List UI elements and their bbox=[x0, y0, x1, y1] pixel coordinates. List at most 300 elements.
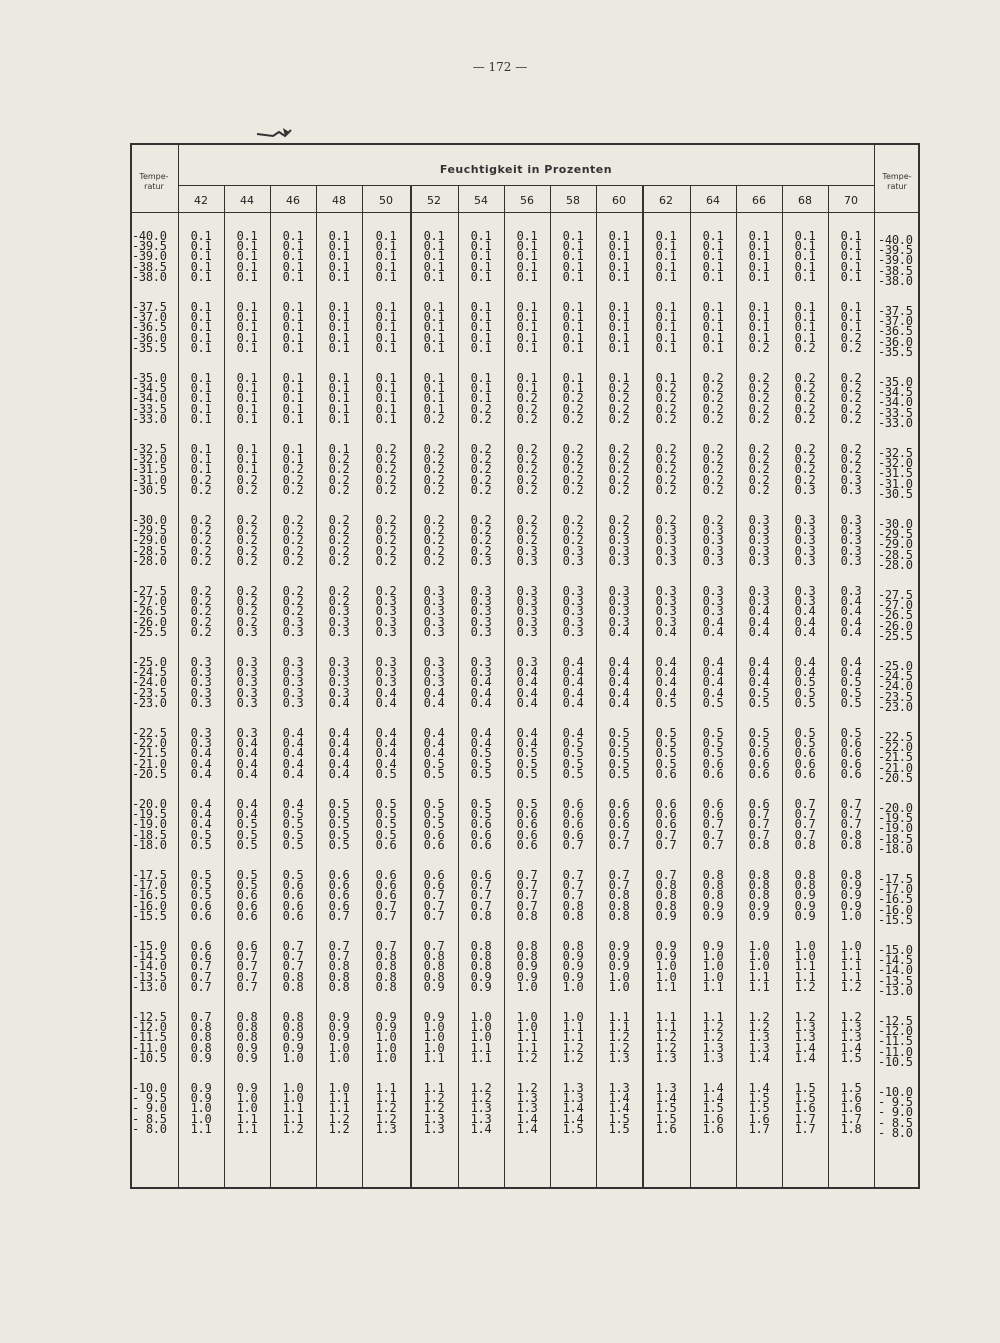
table-cell: 0.4 bbox=[840, 665, 862, 680]
table-cell: 0.3 bbox=[236, 665, 258, 680]
table-cell: 0.1 bbox=[608, 239, 630, 254]
table-cell: 0.5 bbox=[794, 736, 816, 751]
table-cell: 0.2 bbox=[190, 472, 212, 487]
temperature-label-right: -10.5 bbox=[878, 1054, 913, 1069]
table-cell: 0.2 bbox=[470, 472, 492, 487]
table-cell: 0.3 bbox=[748, 553, 770, 568]
temperature-label-left: -15.5 bbox=[132, 908, 167, 923]
table-cell: 0.2 bbox=[375, 442, 397, 456]
table-cell: 0.7 bbox=[840, 797, 862, 811]
table-cell: 1.2 bbox=[375, 1111, 397, 1126]
table-cell: 0.1 bbox=[423, 391, 445, 406]
table-cell: 0.1 bbox=[562, 259, 584, 274]
temperature-label-left: -26.0 bbox=[132, 614, 167, 629]
table-cell: 0.2 bbox=[516, 401, 538, 416]
table-cell: 0.7 bbox=[423, 939, 445, 953]
table-cell: 0.2 bbox=[423, 472, 445, 487]
table-cell: 0.1 bbox=[655, 239, 677, 254]
table-cell: 0.1 bbox=[328, 411, 350, 426]
table-cell: 0.1 bbox=[282, 442, 304, 456]
table-cell: 0.3 bbox=[748, 533, 770, 548]
table-cell: 0.3 bbox=[702, 553, 724, 568]
temperature-label-right: -11.0 bbox=[878, 1044, 913, 1059]
table-cell: 0.3 bbox=[748, 523, 770, 538]
table-cell: 0.1 bbox=[190, 300, 212, 314]
table-cell: 0.2 bbox=[794, 411, 816, 426]
table-cell: 0.5 bbox=[470, 807, 492, 822]
table-cell: 0.2 bbox=[840, 411, 862, 426]
table-cell: 0.7 bbox=[375, 908, 397, 923]
table-cell: 0.4 bbox=[608, 685, 630, 700]
table-cell: 0.2 bbox=[702, 401, 724, 416]
temperature-label-left: -39.0 bbox=[132, 249, 167, 264]
temperature-label-left: -32.5 bbox=[132, 442, 167, 456]
table-cell: 0.1 bbox=[190, 269, 212, 284]
table-cell: 0.4 bbox=[655, 624, 677, 639]
table-cell: 0.8 bbox=[282, 1020, 304, 1035]
table-cell: 0.1 bbox=[423, 310, 445, 325]
table-cell: 0.6 bbox=[794, 746, 816, 761]
temperature-label-right: -31.0 bbox=[878, 476, 913, 491]
table-cell: 1.1 bbox=[236, 1111, 258, 1126]
temperature-label-left: -19.5 bbox=[132, 807, 167, 822]
column-header: 66 bbox=[752, 194, 766, 207]
table-cell: 0.3 bbox=[375, 655, 397, 669]
temperature-label-left: -22.0 bbox=[132, 736, 167, 751]
table-cell: 0.4 bbox=[562, 665, 584, 680]
table-cell: 0.1 bbox=[470, 381, 492, 396]
table-cell: 0.9 bbox=[328, 1030, 350, 1045]
table-cell: 0.1 bbox=[190, 411, 212, 426]
table-cell: 0.2 bbox=[236, 523, 258, 538]
table-cell: 0.2 bbox=[375, 513, 397, 527]
table-cell: 0.4 bbox=[748, 614, 770, 629]
table-cell: 0.2 bbox=[655, 442, 677, 456]
table-cell: 0.1 bbox=[423, 330, 445, 345]
table-cell: 1.2 bbox=[840, 979, 862, 994]
table-cell: 1.3 bbox=[748, 1040, 770, 1055]
table-cell: 0.5 bbox=[516, 756, 538, 771]
temperature-label-right: -10.0 bbox=[878, 1085, 913, 1099]
temperature-label-right: -19.0 bbox=[878, 821, 913, 836]
table-cell: 0.2 bbox=[794, 391, 816, 406]
table-cell: 0.2 bbox=[423, 442, 445, 456]
table-cell: 0.3 bbox=[236, 675, 258, 690]
table-cell: 1.1 bbox=[282, 1111, 304, 1126]
table-cell: 0.1 bbox=[516, 249, 538, 264]
table-cell: 0.3 bbox=[516, 604, 538, 619]
table-cell: 1.1 bbox=[794, 969, 816, 984]
table-cell: 0.7 bbox=[608, 827, 630, 842]
temperature-label-left: - 9.5 bbox=[132, 1091, 167, 1106]
table-cell: 0.5 bbox=[423, 797, 445, 811]
table-cell: 0.1 bbox=[562, 371, 584, 385]
table-cell: 1.2 bbox=[423, 1101, 445, 1116]
table-cell: 0.2 bbox=[702, 472, 724, 487]
table-cell: 0.9 bbox=[328, 1020, 350, 1035]
table-cell: 0.2 bbox=[375, 472, 397, 487]
temperature-label-right: -30.0 bbox=[878, 517, 913, 531]
table-cell: 0.7 bbox=[562, 888, 584, 903]
table-cell: 0.9 bbox=[702, 939, 724, 953]
temperature-label-left: -11.5 bbox=[132, 1030, 167, 1045]
table-cell: 1.4 bbox=[562, 1111, 584, 1126]
table-cell: 0.1 bbox=[328, 330, 350, 345]
table-cell: 0.7 bbox=[702, 817, 724, 832]
table-cell: 0.9 bbox=[282, 1040, 304, 1055]
table-cell: 0.3 bbox=[794, 543, 816, 558]
temperature-header-left: Tempe- ratur bbox=[139, 172, 169, 191]
table-cell: 0.1 bbox=[562, 249, 584, 264]
table-cell: 0.4 bbox=[655, 675, 677, 690]
table-cell: 0.4 bbox=[470, 685, 492, 700]
temperature-label-left: -32.0 bbox=[132, 452, 167, 467]
table-cell: 0.2 bbox=[190, 553, 212, 568]
table-cell: 0.3 bbox=[190, 655, 212, 669]
table-cell: 0.2 bbox=[328, 553, 350, 568]
table-cell: 0.2 bbox=[328, 523, 350, 538]
table-cell: 0.8 bbox=[328, 959, 350, 974]
table-cell: 0.3 bbox=[794, 553, 816, 568]
table-cell: 0.1 bbox=[236, 249, 258, 264]
table-cell: 0.4 bbox=[190, 766, 212, 781]
table-cell: 0.6 bbox=[328, 878, 350, 893]
table-cell: 0.6 bbox=[562, 817, 584, 832]
temperature-label-left: -23.0 bbox=[132, 695, 167, 710]
temperature-label-right: -34.0 bbox=[878, 395, 913, 410]
table-cell: 0.1 bbox=[190, 442, 212, 456]
table-cell: 0.6 bbox=[562, 827, 584, 842]
table-cell: 0.3 bbox=[375, 665, 397, 680]
table-cell: 0.1 bbox=[794, 239, 816, 254]
table-cell: 0.5 bbox=[748, 736, 770, 751]
table-cell: 0.3 bbox=[655, 533, 677, 548]
temperature-label-right: -26.5 bbox=[878, 608, 913, 623]
table-cell: 0.5 bbox=[375, 827, 397, 842]
table-cell: 0.2 bbox=[282, 462, 304, 477]
table-cell: 1.4 bbox=[470, 1121, 492, 1136]
table-cell: 0.1 bbox=[516, 310, 538, 325]
column-header: 54 bbox=[474, 194, 488, 207]
table-cell: 0.4 bbox=[282, 756, 304, 771]
table-cell: 1.1 bbox=[470, 1040, 492, 1055]
table-cell: 0.5 bbox=[702, 736, 724, 751]
table-cell: 0.2 bbox=[470, 533, 492, 548]
temperature-label-right: -18.0 bbox=[878, 841, 913, 856]
table-cell: 0.2 bbox=[748, 442, 770, 456]
table-cell: 1.0 bbox=[375, 1030, 397, 1045]
table-cell: 0.3 bbox=[516, 655, 538, 669]
table-cell: 0.7 bbox=[655, 837, 677, 852]
temperature-label-left: -24.0 bbox=[132, 675, 167, 690]
temperature-label-left: -24.5 bbox=[132, 665, 167, 680]
table-cell: 1.2 bbox=[516, 1081, 538, 1095]
table-cell: 0.2 bbox=[794, 472, 816, 487]
column-header: 64 bbox=[706, 194, 720, 207]
table-cell: 0.9 bbox=[608, 949, 630, 964]
table-cell: 0.7 bbox=[516, 878, 538, 893]
table-cell: 0.3 bbox=[748, 584, 770, 598]
temperature-label-right: -23.5 bbox=[878, 689, 913, 704]
table-cell: 0.3 bbox=[423, 614, 445, 629]
table-cell: 0.4 bbox=[794, 604, 816, 619]
table-cell: 0.4 bbox=[608, 665, 630, 680]
table-cell: 0.2 bbox=[562, 472, 584, 487]
table-cell: 0.8 bbox=[328, 969, 350, 984]
table-cell: 0.7 bbox=[748, 807, 770, 822]
table-cell: 1.2 bbox=[794, 979, 816, 994]
table-cell: 0.1 bbox=[516, 229, 538, 243]
table-cell: 0.1 bbox=[655, 229, 677, 243]
table-cell: 0.2 bbox=[655, 452, 677, 467]
temperature-label-right: -29.0 bbox=[878, 537, 913, 552]
column-header: 60 bbox=[612, 194, 626, 207]
table-cell: 1.0 bbox=[423, 1040, 445, 1055]
table-cell: 0.6 bbox=[702, 797, 724, 811]
table-cell: 1.2 bbox=[748, 1020, 770, 1035]
table-cell: 0.6 bbox=[608, 797, 630, 811]
table-cell: 0.3 bbox=[840, 553, 862, 568]
table-cell: 0.3 bbox=[470, 624, 492, 639]
table-cell: 1.3 bbox=[655, 1050, 677, 1065]
table-cell: 0.5 bbox=[423, 766, 445, 781]
table-cell: 0.3 bbox=[190, 665, 212, 680]
table-cell: 0.1 bbox=[423, 300, 445, 314]
table-cell: 0.3 bbox=[190, 726, 212, 740]
table-cell: 0.2 bbox=[190, 533, 212, 548]
table-cell: 0.4 bbox=[423, 736, 445, 751]
table-cell: 0.8 bbox=[423, 959, 445, 974]
table-cell: 0.5 bbox=[748, 695, 770, 710]
table-cell: 1.3 bbox=[840, 1030, 862, 1045]
table-cell: 0.1 bbox=[190, 259, 212, 274]
table-cell: 1.6 bbox=[794, 1101, 816, 1116]
table-cell: 0.1 bbox=[190, 239, 212, 254]
table-cell: 0.6 bbox=[562, 797, 584, 811]
table-cell: 0.7 bbox=[282, 939, 304, 953]
table-cell: 1.0 bbox=[375, 1040, 397, 1055]
table-cell: 0.1 bbox=[748, 300, 770, 314]
table-cell: 0.4 bbox=[655, 665, 677, 680]
table-cell: 0.7 bbox=[282, 959, 304, 974]
table-cell: 0.9 bbox=[190, 1081, 212, 1095]
table-cell: 0.2 bbox=[190, 523, 212, 538]
table-cell: 0.1 bbox=[702, 259, 724, 274]
table-cell: 0.4 bbox=[190, 756, 212, 771]
table-cell: 1.1 bbox=[516, 1040, 538, 1055]
temperature-label-right: -13.5 bbox=[878, 973, 913, 988]
table-cell: 0.5 bbox=[840, 685, 862, 700]
table-cell: 0.3 bbox=[190, 685, 212, 700]
table-cell: 0.2 bbox=[748, 452, 770, 467]
table-cell: 0.2 bbox=[236, 482, 258, 497]
table-cell: 0.5 bbox=[190, 868, 212, 882]
table-cell: 0.5 bbox=[794, 695, 816, 710]
table-cell: 0.2 bbox=[328, 543, 350, 558]
table-cell: 0.5 bbox=[794, 726, 816, 740]
temperature-label-right: -39.5 bbox=[878, 243, 913, 258]
table-cell: 0.4 bbox=[608, 675, 630, 690]
table-cell: 0.3 bbox=[375, 624, 397, 639]
temperature-label-left: -25.0 bbox=[132, 655, 167, 669]
table-cell: 0.1 bbox=[282, 401, 304, 416]
table-cell: 0.4 bbox=[328, 736, 350, 751]
table-cell: 1.0 bbox=[423, 1020, 445, 1035]
table-cell: 0.1 bbox=[236, 300, 258, 314]
table-cell: 0.5 bbox=[282, 827, 304, 842]
table-cell: 0.7 bbox=[702, 837, 724, 852]
table-cell: 0.5 bbox=[608, 766, 630, 781]
table-cell: 0.4 bbox=[702, 675, 724, 690]
table-cell: 0.1 bbox=[236, 442, 258, 456]
table-cell: 0.9 bbox=[282, 1030, 304, 1045]
table-cell: 0.9 bbox=[794, 898, 816, 913]
table-cell: 0.4 bbox=[328, 726, 350, 740]
table-cell: 0.3 bbox=[190, 695, 212, 710]
table-cell: 0.9 bbox=[423, 979, 445, 994]
table-cell: 0.6 bbox=[655, 807, 677, 822]
table-cell: 0.1 bbox=[190, 330, 212, 345]
table-cell: 0.4 bbox=[328, 756, 350, 771]
table-cell: 0.3 bbox=[608, 594, 630, 609]
table-cell: 0.8 bbox=[702, 878, 724, 893]
table-cell: 0.1 bbox=[282, 269, 304, 284]
table-cell: 1.1 bbox=[328, 1101, 350, 1116]
table-cell: 0.1 bbox=[282, 411, 304, 426]
table-cell: 0.2 bbox=[328, 584, 350, 598]
temperature-label-left: -33.0 bbox=[132, 411, 167, 426]
table-cell: 0.3 bbox=[423, 624, 445, 639]
table-cell: 1.3 bbox=[470, 1111, 492, 1126]
table-cell: 0.4 bbox=[236, 797, 258, 811]
table-cell: 0.1 bbox=[470, 229, 492, 243]
table-cell: 0.2 bbox=[375, 553, 397, 568]
table-cell: 0.8 bbox=[375, 949, 397, 964]
table-cell: 0.1 bbox=[608, 249, 630, 264]
table-cell: 0.3 bbox=[516, 614, 538, 629]
table-cell: 0.7 bbox=[608, 868, 630, 882]
temperature-label-left: -39.5 bbox=[132, 239, 167, 254]
table-cell: 0.3 bbox=[562, 543, 584, 558]
table-cell: 1.1 bbox=[794, 959, 816, 974]
table-cell: 0.8 bbox=[748, 888, 770, 903]
temperature-label-left: -31.0 bbox=[132, 472, 167, 487]
table-cell: 1.1 bbox=[748, 979, 770, 994]
table-cell: 0.3 bbox=[840, 472, 862, 487]
table-cell: 0.4 bbox=[375, 736, 397, 751]
table-cell: 0.5 bbox=[236, 837, 258, 852]
table-cell: 0.2 bbox=[470, 411, 492, 426]
table-cell: 0.2 bbox=[282, 594, 304, 609]
table-cell: 1.4 bbox=[516, 1111, 538, 1126]
table-cell: 1.0 bbox=[608, 969, 630, 984]
table-cell: 0.4 bbox=[470, 726, 492, 740]
table-cell: 0.4 bbox=[375, 685, 397, 700]
table-cell: 0.3 bbox=[423, 665, 445, 680]
temperature-label-left: -36.0 bbox=[132, 330, 167, 345]
table-cell: 0.5 bbox=[562, 756, 584, 771]
table-cell: 0.4 bbox=[516, 685, 538, 700]
table-cell: 0.6 bbox=[702, 766, 724, 781]
table-cell: 0.2 bbox=[748, 472, 770, 487]
table-cell: 0.4 bbox=[282, 746, 304, 761]
table-cell: 0.5 bbox=[655, 746, 677, 761]
table-cell: 0.8 bbox=[190, 1040, 212, 1055]
table-cell: 0.1 bbox=[328, 340, 350, 355]
table-cell: 0.2 bbox=[236, 543, 258, 558]
table-cell: 0.3 bbox=[840, 584, 862, 598]
table-cell: 0.1 bbox=[702, 340, 724, 355]
table-cell: 0.4 bbox=[516, 695, 538, 710]
table-cell: 0.2 bbox=[840, 340, 862, 355]
table-cell: 0.2 bbox=[282, 472, 304, 487]
column-header: 68 bbox=[798, 194, 812, 207]
table-cell: 0.1 bbox=[748, 249, 770, 264]
table-cell: 0.5 bbox=[562, 736, 584, 751]
temperature-label-left: -34.0 bbox=[132, 391, 167, 406]
temperature-label-left: -28.5 bbox=[132, 543, 167, 558]
table-cell: 0.1 bbox=[702, 229, 724, 243]
table-cell: 1.1 bbox=[282, 1101, 304, 1116]
table-cell: 0.1 bbox=[470, 300, 492, 314]
table-cell: 1.0 bbox=[794, 949, 816, 964]
table-cell: 0.5 bbox=[470, 756, 492, 771]
table-cell: 0.6 bbox=[423, 878, 445, 893]
table-cell: 0.6 bbox=[748, 766, 770, 781]
table-cell: 0.4 bbox=[470, 695, 492, 710]
table-cell: 0.5 bbox=[423, 756, 445, 771]
temperature-label-left: -37.0 bbox=[132, 310, 167, 325]
table-cell: 0.5 bbox=[702, 746, 724, 761]
table-cell: 0.4 bbox=[562, 726, 584, 740]
table-cell: 0.5 bbox=[328, 827, 350, 842]
table-cell: 0.2 bbox=[655, 513, 677, 527]
table-cell: 0.9 bbox=[794, 908, 816, 923]
temperature-label-right: -40.0 bbox=[878, 233, 913, 247]
table-cell: 0.5 bbox=[190, 888, 212, 903]
table-cell: 0.1 bbox=[470, 239, 492, 254]
table-cell: 0.7 bbox=[328, 949, 350, 964]
pencil-mark bbox=[255, 122, 295, 140]
table-cell: 0.2 bbox=[470, 401, 492, 416]
table-cell: 0.1 bbox=[328, 381, 350, 396]
temperature-label-right: -17.5 bbox=[878, 872, 913, 886]
table-cell: 0.2 bbox=[516, 533, 538, 548]
table-cell: 0.2 bbox=[236, 472, 258, 487]
table-cell: 0.6 bbox=[840, 766, 862, 781]
table-cell: 0.5 bbox=[328, 797, 350, 811]
table-cell: 0.1 bbox=[516, 340, 538, 355]
table-cell: 0.4 bbox=[236, 807, 258, 822]
table-cell: 0.1 bbox=[423, 340, 445, 355]
table-cell: 0.9 bbox=[375, 1020, 397, 1035]
table-cell: 0.3 bbox=[562, 614, 584, 629]
table-cell: 0.2 bbox=[794, 340, 816, 355]
table-cell: 0.6 bbox=[190, 939, 212, 953]
table-cell: 0.2 bbox=[375, 533, 397, 548]
table-cell: 0.2 bbox=[328, 452, 350, 467]
column-header: 58 bbox=[566, 194, 580, 207]
table-cell: 0.2 bbox=[562, 523, 584, 538]
temperature-label-right: -37.0 bbox=[878, 314, 913, 329]
table-cell: 0.4 bbox=[236, 756, 258, 771]
table-cell: 1.4 bbox=[562, 1101, 584, 1116]
table-cell: 0.1 bbox=[470, 269, 492, 284]
table-cell: 0.1 bbox=[375, 381, 397, 396]
table-cell: 0.2 bbox=[702, 391, 724, 406]
table-cell: 1.0 bbox=[748, 959, 770, 974]
table-cell: 0.3 bbox=[282, 675, 304, 690]
